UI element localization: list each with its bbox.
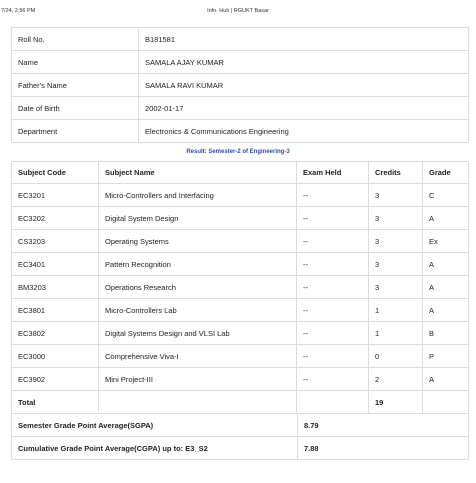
credits-cell: 0 [369,345,423,368]
credits-cell: 3 [369,230,423,253]
grade-cell: Ex [423,230,469,253]
grade-cell: A [423,368,469,391]
student-info-table [11,27,469,143]
gpa-value: 7.88 [298,437,469,460]
total-empty-exam [297,391,369,414]
total-empty-name [99,391,297,414]
gpa-value: 8.79 [298,414,469,437]
exam-held-cell: -- [297,345,369,368]
subject-code-cell: EC3401 [12,253,99,276]
credits-cell: 1 [369,299,423,322]
exam-held-cell: -- [297,230,369,253]
result-caption: Result: Semester-2 of Engineering-3 [186,149,290,155]
subject-code-cell: CS3203 [12,230,99,253]
subject-code-cell: EC3201 [12,184,99,207]
table-row [12,345,469,368]
table-row [12,207,469,230]
page-header-title: Info. Hub | RGUKT Basar [207,8,269,14]
exam-held-cell: -- [297,253,369,276]
subject-name-cell: Digital Systems Design and VLSI Lab [99,322,297,345]
grade-cell: B [423,322,469,345]
subject-name-cell: Digital System Design [99,207,297,230]
total-row [12,391,469,414]
grades-header-row [12,162,469,184]
student-info-value: Electronics & Communications Engineering [139,120,469,143]
column-header-subject-code: Subject Code [12,162,99,184]
column-header-subject-name: Subject Name [99,162,297,184]
student-info-label: Department [12,120,139,143]
column-header-credits: Credits [369,162,423,184]
subject-name-cell: Operating Systems [99,230,297,253]
table-row [12,276,469,299]
student-info-label: Roll No. [12,28,139,51]
grade-cell: A [423,253,469,276]
credits-cell: 1 [369,322,423,345]
gpa-label: Cumulative Grade Point Average(CGPA) up to: E3_S2 [12,437,298,460]
table-row [12,322,469,345]
subject-name-cell: Comprehensive Viva-I [99,345,297,368]
exam-held-cell: -- [297,322,369,345]
gpa-summary-row [12,414,469,437]
subject-name-cell: Mini Project-III [99,368,297,391]
student-info-row [12,74,469,97]
credits-cell: 3 [369,276,423,299]
table-row [12,253,469,276]
student-info-label: Name [12,51,139,74]
exam-held-cell: -- [297,184,369,207]
student-info-value: SAMALA AJAY KUMAR [139,51,469,74]
total-credits: 19 [369,391,423,414]
table-row [12,184,469,207]
subject-name-cell: Operations Research [99,276,297,299]
subject-code-cell: EC3000 [12,345,99,368]
grades-table [11,161,469,414]
subject-code-cell: EC3802 [12,322,99,345]
student-info-label: Date of Birth [12,97,139,120]
subject-code-cell: BM3203 [12,276,99,299]
grade-cell: C [423,184,469,207]
total-label: Total [12,391,99,414]
column-header-exam-held: Exam Held [297,162,369,184]
table-row [12,230,469,253]
table-row [12,368,469,391]
grade-cell: A [423,207,469,230]
student-info-label: Father's Name [12,74,139,97]
gpa-summary-table [11,413,469,460]
credits-cell: 3 [369,184,423,207]
credits-cell: 3 [369,207,423,230]
gpa-summary-row [12,437,469,460]
total-empty-grade [423,391,469,414]
credits-cell: 2 [369,368,423,391]
grade-cell: A [423,276,469,299]
subject-code-cell: EC3902 [12,368,99,391]
table-row [12,299,469,322]
student-info-row [12,51,469,74]
browser-print-header [0,0,476,22]
exam-held-cell: -- [297,207,369,230]
exam-held-cell: -- [297,276,369,299]
grade-cell: P [423,345,469,368]
print-timestamp: 7/24, 2:56 PM [1,8,36,14]
column-header-grade: Grade [423,162,469,184]
subject-name-cell: Pattern Recognition [99,253,297,276]
student-info-value: 2002-01-17 [139,97,469,120]
exam-held-cell: -- [297,368,369,391]
credits-cell: 3 [369,253,423,276]
subject-name-cell: Micro-Controllers Lab [99,299,297,322]
subject-name-cell: Micro-Controllers and Interfacing [99,184,297,207]
student-info-row [12,97,469,120]
student-info-value: B181581 [139,28,469,51]
exam-held-cell: -- [297,299,369,322]
student-info-row [12,28,469,51]
student-info-value: SAMALA RAVI KUMAR [139,74,469,97]
student-info-row [12,120,469,143]
grade-cell: A [423,299,469,322]
subject-code-cell: EC3801 [12,299,99,322]
subject-code-cell: EC3202 [12,207,99,230]
gpa-label: Semester Grade Point Average(SGPA) [12,414,298,437]
